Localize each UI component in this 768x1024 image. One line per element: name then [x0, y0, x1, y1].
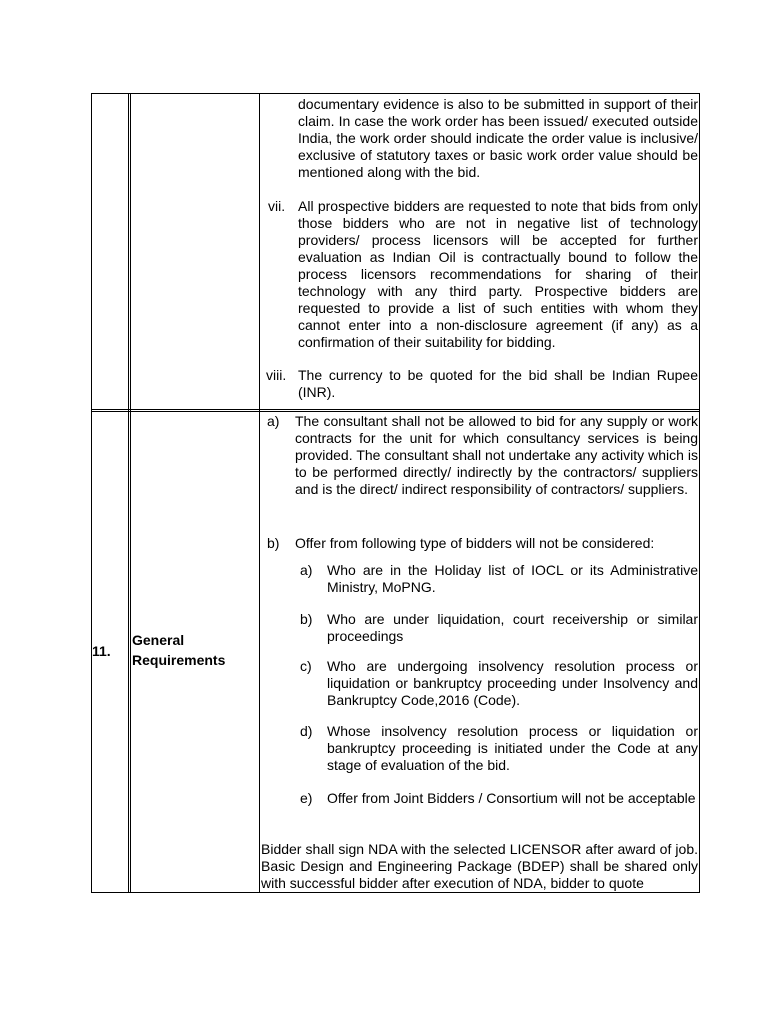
sublist-item: Who are under liquidation, court receivership or similar proceedings — [327, 611, 698, 644]
sublist-marker: b) — [300, 611, 313, 627]
row10-paragraph-continued: documentary evidence is also to be submitted in support of their claim. In case the work order has been issued/ executed outside India, the work order should indicate the order value is inclusive/ exclusive of statutory taxes or basic work order value should be mentioned along with the bid. — [298, 96, 698, 180]
list-marker-vii: vii. — [268, 198, 286, 214]
column-divider — [130, 93, 131, 893]
list-marker-viii: viii. — [266, 367, 287, 383]
column-divider — [259, 93, 260, 893]
sublist-marker: d) — [300, 723, 313, 739]
column-divider — [128, 93, 129, 893]
sublist-marker: a) — [300, 562, 313, 578]
sublist-item: Whose insolvency resolution process or liquidation or bankruptcy proceeding is initiated under the Code at any stage of evaluation of the bid. — [327, 723, 698, 773]
row-number: 11. — [92, 643, 111, 659]
row11-item-b: Offer from following type of bidders will not be considered: — [295, 535, 655, 551]
row11-item-a: The consultant shall not be allowed to bid for any supply or work contracts for the unit for which consultancy services is being provided. The consultant shall not undertake any activity which is to be performed directly/ indirectly by the contractors/ suppliers and is the direct/ indirect responsibility of contractors/ suppliers. — [295, 413, 698, 497]
list-marker-b: b) — [267, 535, 280, 551]
sublist-marker: c) — [300, 658, 312, 674]
row10-item-viii: The currency to be quoted for the bid shall be Indian Rupee (INR). — [298, 367, 698, 400]
row-title-line1: General — [132, 632, 185, 648]
row-divider — [91, 409, 700, 410]
list-marker-a: a) — [267, 413, 280, 429]
sublist-item: Who are undergoing insolvency resolution process or liquidation or bankruptcy proceeding under Insolvency and Bankruptcy Code,2016 (Code). — [327, 658, 698, 708]
row-title-line2: Requirements — [132, 652, 226, 668]
sublist-marker: e) — [300, 790, 313, 806]
row11-nda-paragraph: Bidder shall sign NDA with the selected LICENSOR after award of job. Basic Design and Engineering Package (BDEP) shall be shared only with successful bidder after execution of NDA, bidder to quote — [261, 841, 698, 891]
row-divider — [91, 411, 700, 412]
sublist-item: Offer from Joint Bidders / Consortium will not be acceptable — [327, 790, 696, 806]
row10-item-vii: All prospective bidders are requested to note that bids from only those bidders who are not in negative list of technology providers/ process licensors will be accepted for further evaluation as Indian Oil is contractually bound to follow the process licensors recommendations for sharing of their technology with any third party. Prospective bidders are requested to provide a list of such entities with whom they cannot enter into a non-disclosure agreement (if any) as a confirmation of their suitability for bidding. — [298, 198, 698, 350]
sublist-item: Who are in the Holiday list of IOCL or its Administrative Ministry, MoPNG. — [327, 562, 698, 595]
